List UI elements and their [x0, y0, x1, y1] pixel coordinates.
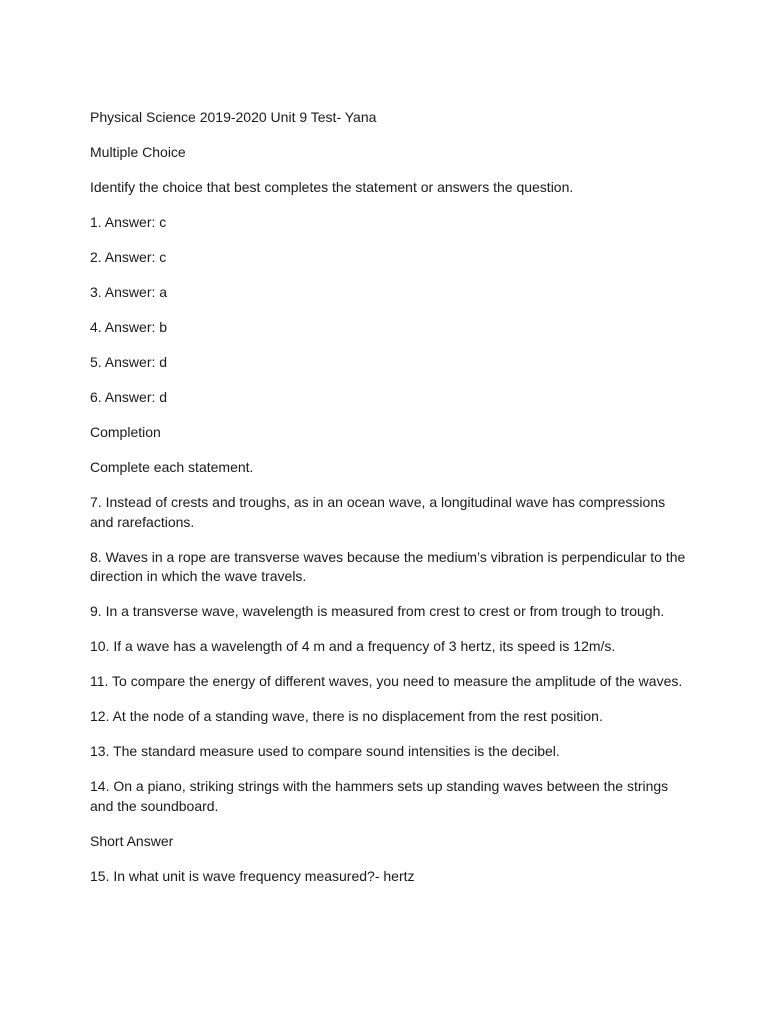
completion-item: 14. On a piano, striking strings with the hammers sets up standing waves between the strings and the soundboard. — [90, 778, 669, 814]
completion-item: 8. Waves in a rope are transverse waves because the medium’s vibration is perpendicular to the direction in which the wave travels. — [90, 548, 686, 584]
completion-item: 9. In a transverse wave, wavelength is measured from crest to crest or from trough to trough. — [90, 603, 665, 619]
answer-line: 3. Answer: a — [90, 284, 168, 300]
completion-item: 10. If a wave has a wavelength of 4 m and a frequency of 3 hertz, its speed is 12m/s. — [90, 638, 616, 654]
short-answer-item: 15. In what unit is wave frequency measured?- hertz — [90, 867, 415, 884]
answer-line: 6. Answer: d — [90, 389, 168, 405]
answer-line: 2. Answer: c — [90, 249, 167, 265]
section-heading-completion: Completion — [90, 424, 161, 440]
section-instruction: Complete each statement. — [90, 459, 254, 475]
section-heading-multiple-choice: Multiple Choice — [90, 144, 186, 160]
document-content — [90, 108, 690, 902]
completion-item: 12. At the node of a standing wave, there is no displacement from the rest position. — [90, 708, 603, 724]
answer-line: 1. Answer: c — [90, 214, 167, 230]
answer-line: 5. Answer: d — [90, 354, 168, 370]
completion-item: 7. Instead of crests and troughs, as in an ocean wave, a longitudinal wave has compressions and rarefactions. — [90, 494, 666, 530]
completion-item: 13. The standard measure used to compare sound intensities is the decibel. — [90, 743, 560, 759]
section-heading-short-answer: Short Answer — [90, 832, 174, 849]
document-title: Physical Science 2019-2020 Unit 9 Test- Yana — [90, 109, 377, 125]
completion-item: 11. To compare the energy of different waves, you need to measure the amplitude of the waves. — [90, 673, 683, 689]
answer-line: 4. Answer: b — [90, 319, 168, 335]
section-instruction: Identify the choice that best completes the statement or answers the question. — [90, 179, 574, 195]
